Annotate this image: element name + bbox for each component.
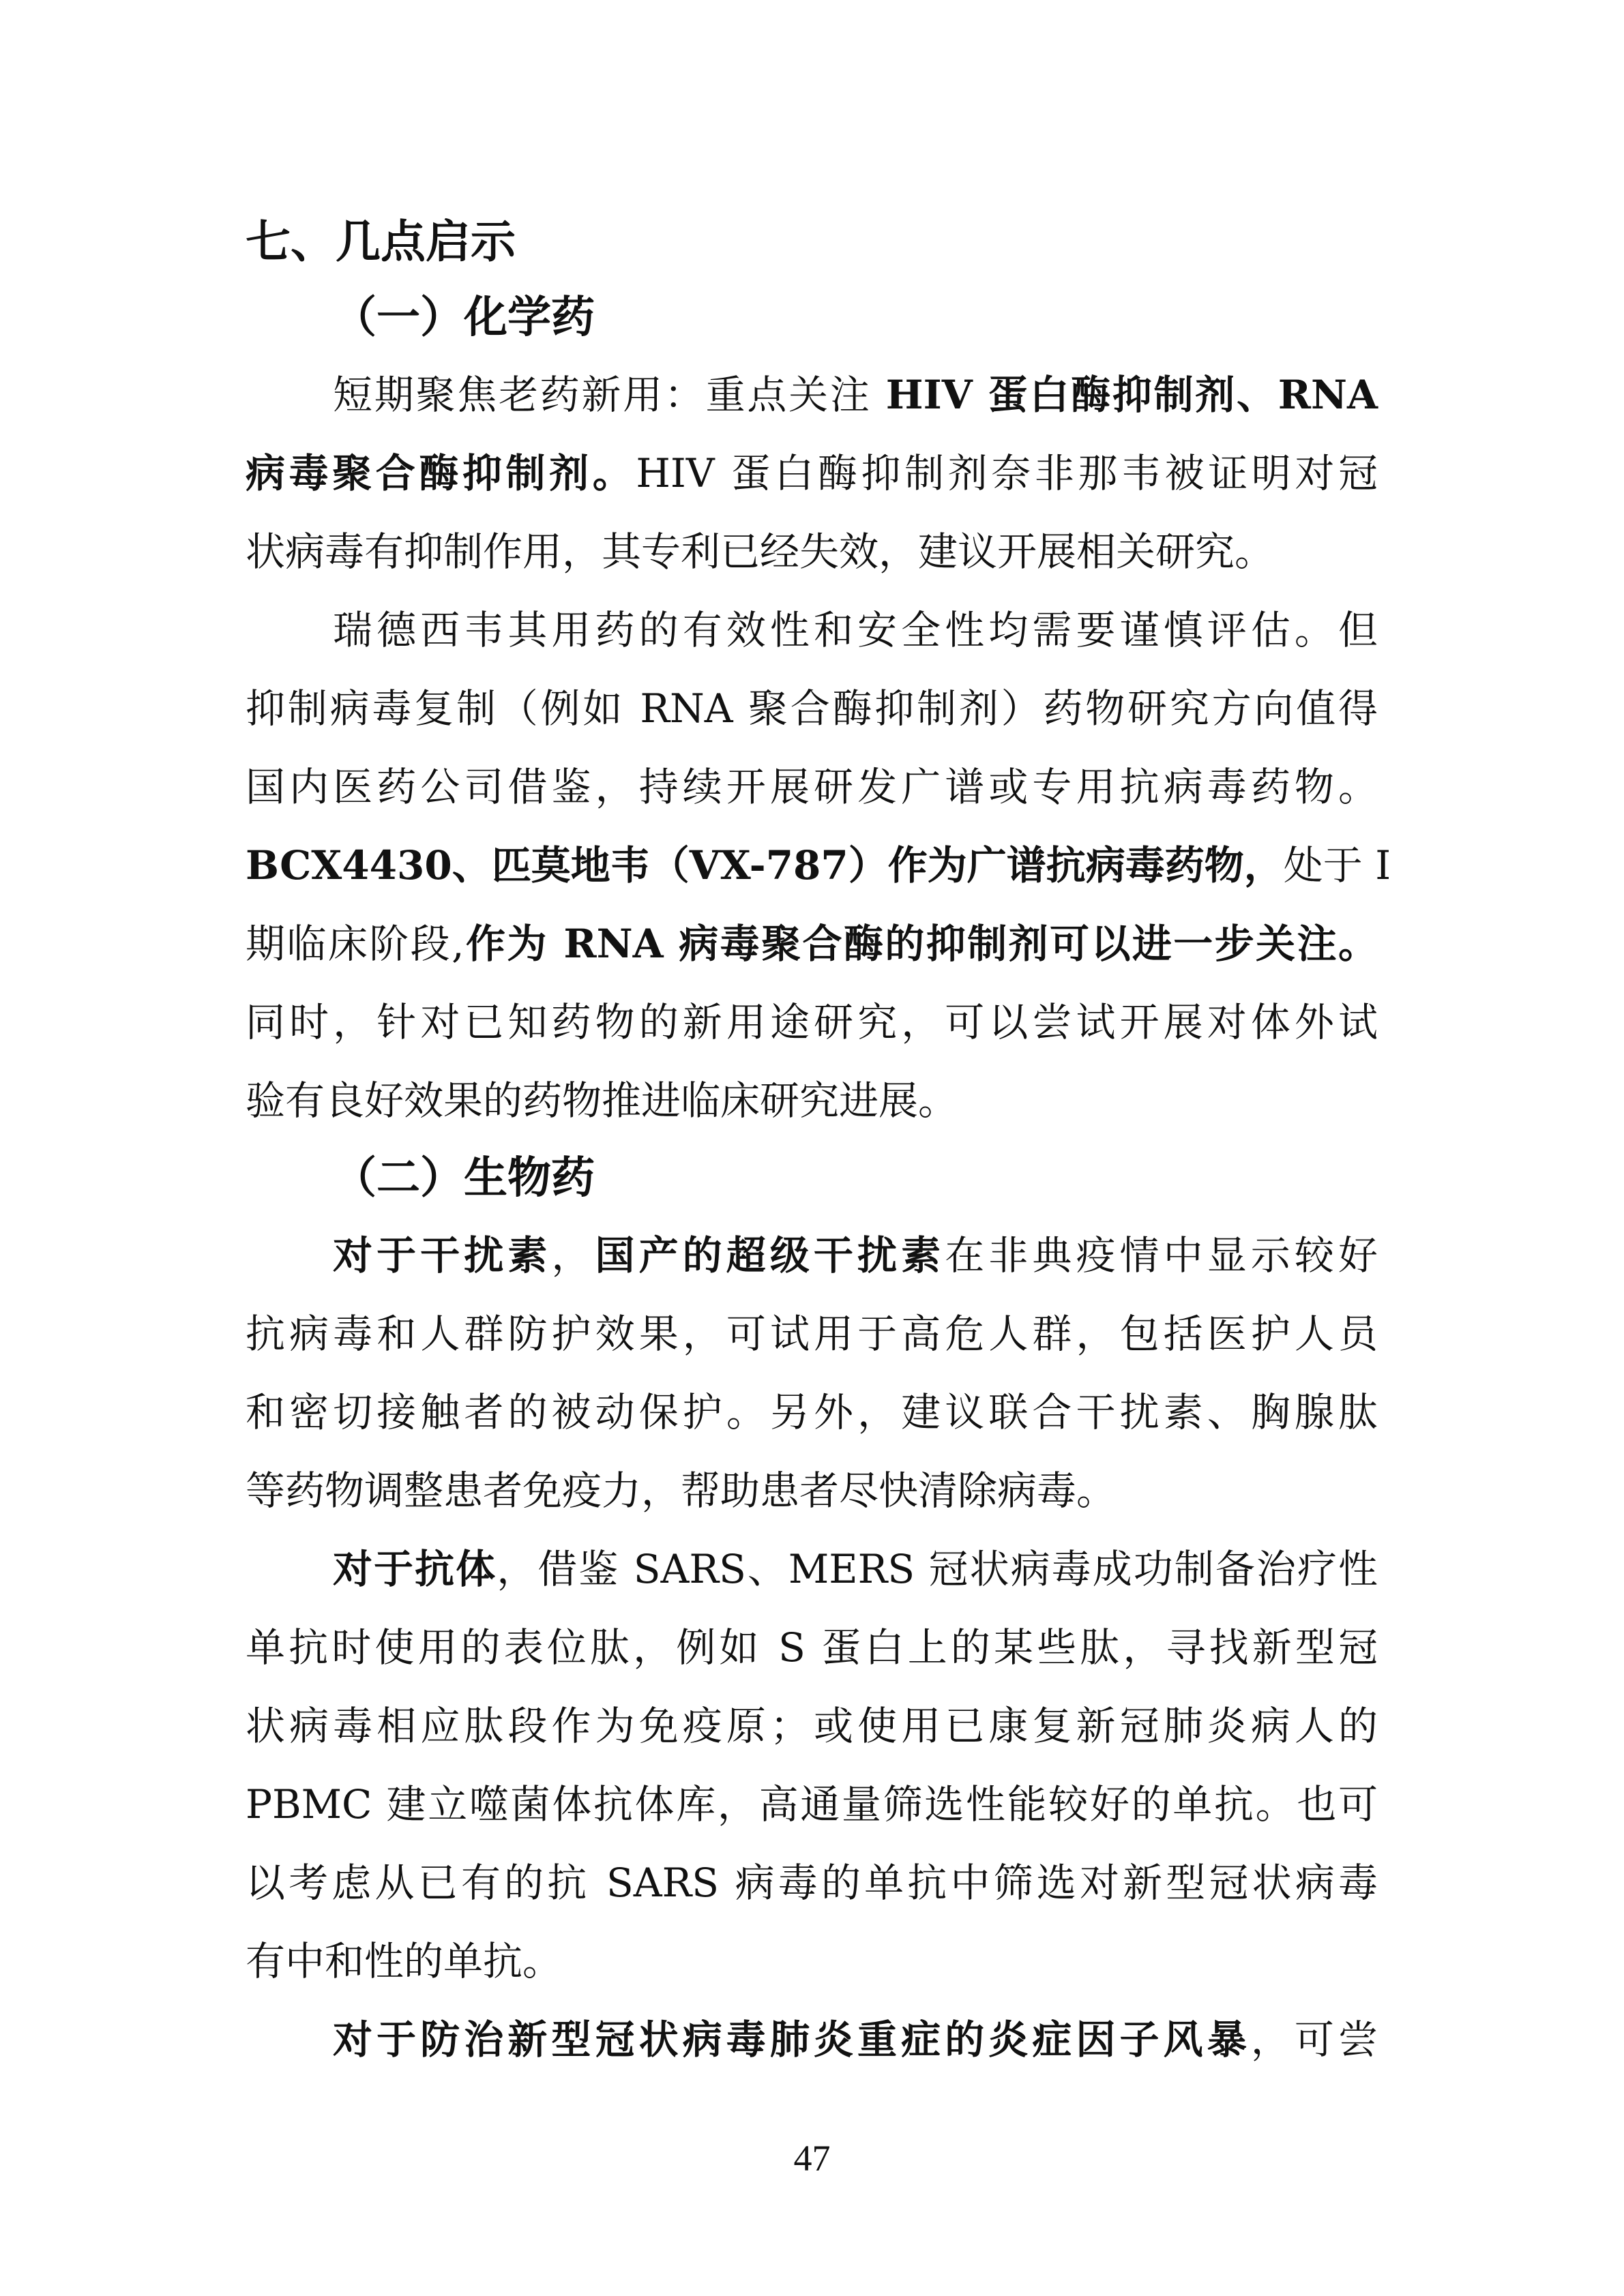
paragraph-chemical-2 [246, 591, 1391, 1140]
paragraph-biological-3 [246, 2001, 1378, 2079]
text-line: 单抗时使用的表位肽，例如 S 蛋白上的某些肽，寻找新型冠 [246, 1624, 1378, 1671]
text-run: 期临床阶段, [246, 921, 464, 967]
text-line [246, 2001, 1378, 2079]
text-line: 国内医药公司借鉴，持续开展研发广谱或专用抗病毒药物。 [246, 764, 1378, 810]
text-line [246, 905, 1378, 983]
text-run: 在非典疫情中显示较好 [945, 1232, 1378, 1279]
bold-text-run: 对于干扰素 [333, 1232, 552, 1279]
bold-text-run: 对于防治新型冠状病毒肺炎重症的炎症因子风暴 [333, 2016, 1251, 2063]
text-line [246, 434, 1378, 513]
bold-text-run: 国产的超级干扰素 [595, 1232, 945, 1279]
subsection-title-biological: （二）生物药 [333, 1153, 595, 1204]
paragraph-biological-1 [246, 1217, 1378, 1530]
text-run: 短期聚焦老药新用：重点关注 [333, 372, 872, 418]
text-line: 和密切接触者的被动保护。另外，建议联合干扰素、胸腺肽 [246, 1389, 1378, 1435]
page-content [246, 205, 1391, 2079]
bold-text-run: BCX4430、匹莫地韦（VX-787）作为广谱抗病毒药物， [246, 842, 1284, 889]
text-run: ，可尝 [1250, 2016, 1378, 2063]
paragraph-biological-2 [246, 1530, 1378, 2001]
text-line: 以考虑从已有的抗 SARS 病毒的单抗中筛选对新型冠状病毒 [246, 1860, 1378, 1906]
text-run: ， [551, 1232, 595, 1279]
subsection-title-chemical: （一）化学药 [333, 293, 595, 343]
text-line [246, 1217, 1378, 1295]
section-title: 七、几点启示 [246, 215, 516, 268]
text-line: 抑制病毒复制（例如 RNA 聚合酶抑制剂）药物研究方向值得 [246, 685, 1378, 732]
page-number: 47 [793, 2138, 831, 2179]
text-line: 等药物调整患者免疫力，帮助患者尽快清除病毒。 [246, 1467, 1117, 1514]
bold-text-run: HIV 蛋白酶抑制剂、RNA [885, 372, 1378, 418]
text-line [246, 356, 1378, 434]
text-run: 处于 I [1283, 842, 1391, 889]
text-line: 状病毒有抑制作用，其专利已经失效，建议开展相关研究。 [246, 528, 1275, 575]
text-run: ，借鉴 SARS、MERS 冠状病毒成功制备治疗性 [497, 1546, 1378, 1592]
text-line: 同时，针对已知药物的新用途研究，可以尝试开展对体外试 [246, 999, 1378, 1045]
bold-text-run: 对于抗体 [333, 1546, 497, 1592]
bold-text-run: 作为 RNA 病毒聚合酶的抑制剂可以进一步关注。 [464, 921, 1378, 967]
bold-text-run: 病毒聚合酶抑制剂。 [246, 450, 636, 496]
text-line [246, 1530, 1378, 1609]
text-line [246, 826, 1391, 905]
text-line: PBMC 建立噬菌体抗体库，高通量筛选性能较好的单抗。也可 [246, 1781, 1378, 1828]
paragraph-chemical-1 [246, 356, 1378, 591]
text-run: HIV 蛋白酶抑制剂奈非那韦被证明对冠 [636, 450, 1378, 496]
text-line: 瑞德西韦其用药的有效性和安全性均需要谨慎评估。但 [333, 607, 1378, 653]
text-line: 验有良好效果的药物推进临床研究进展。 [246, 1077, 958, 1124]
text-line: 抗病毒和人群防护效果，可试用于高危人群，包括医护人员 [246, 1311, 1378, 1357]
text-line: 有中和性的单抗。 [246, 1938, 563, 1984]
text-line: 状病毒相应肽段作为免疫原；或使用已康复新冠肺炎病人的 [246, 1703, 1378, 1749]
